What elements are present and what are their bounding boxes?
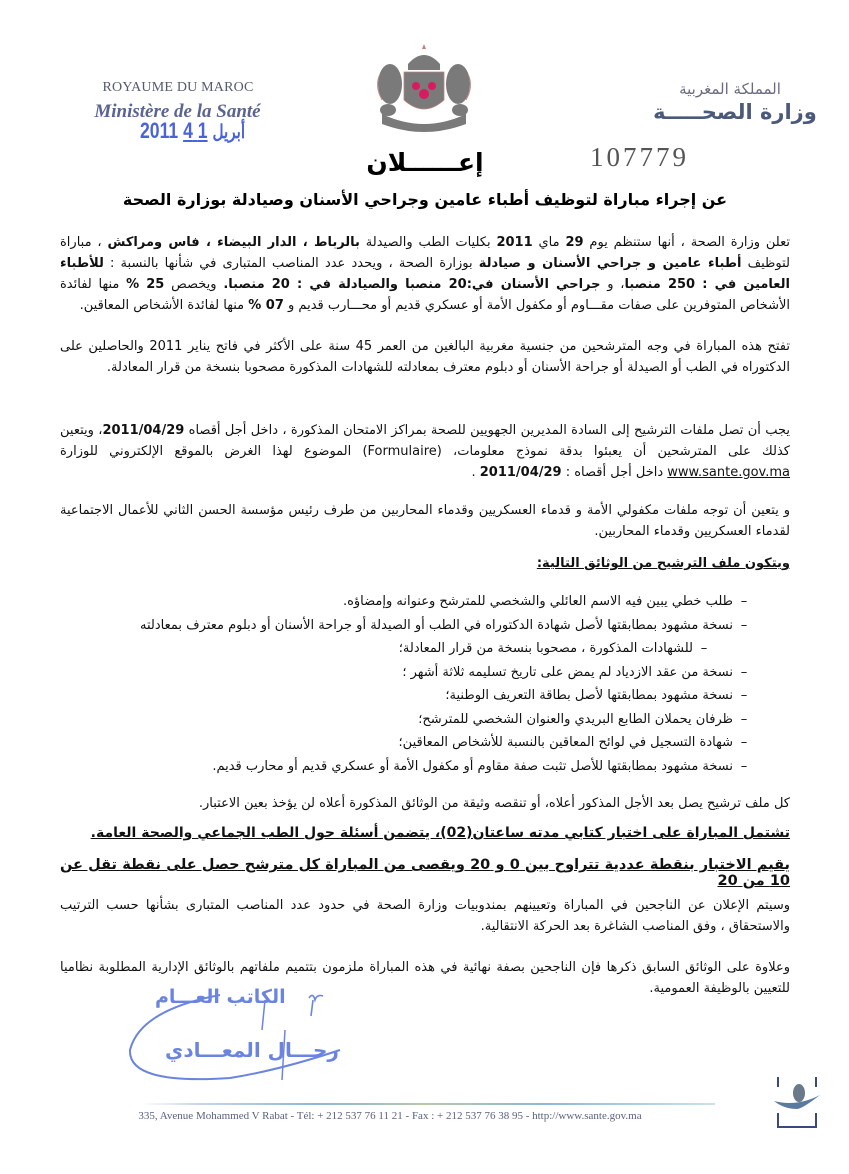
form-label: (Formulaire) xyxy=(362,444,442,459)
list-item: –للشهادات المذكورة ، مصحوبا بنسخة من قرار المعادلة؛ xyxy=(60,637,755,661)
dash-bullet: – xyxy=(740,711,748,727)
exam-day: 29 xyxy=(565,235,584,250)
country-name-ar: المملكة المغربية xyxy=(679,80,781,98)
list-item: –نسخة مشهود بمطابقتها لأصل شهادة الدكتوراه في الطب أو الصيدلة أو جراحة الأسنان أو دبلوم معترف بمعادلته xyxy=(60,614,755,638)
list-item: –شهادة التسجيل في لوائح المعاقين بالنسبة للأشخاص المعاقين؛ xyxy=(60,731,755,755)
dash-bullet: – xyxy=(740,735,748,750)
page-title: إعــــــلان xyxy=(366,148,484,177)
footer-address: 335, Avenue Mohammed V Rabat - Tél: + 212 537 76 11 21 - Fax : + 212 537 76 38 95 - http://www.sante.gov.ma xyxy=(138,1110,642,1122)
online-deadline-date: 2011/04/29 xyxy=(479,465,562,480)
ministry-logo-icon xyxy=(772,1075,822,1130)
reference-number: 107779 xyxy=(590,142,689,172)
dentist-pharmacist-positions: جراحي الأسنان في:20 منصبا والصيادلة في : 20 منصبا. xyxy=(223,277,601,292)
paragraph-veterans: و يتعين أن توجه ملفات مكفولي الأمة و قدماء العسكريين وقدماء المحاربين من طرف رئيس مؤسسة الحسن الثاني للأعمال الاجتماعية لقدماء العسكريين وقدماء المحاربين. xyxy=(60,503,790,539)
documents-list xyxy=(60,590,755,778)
list-item: –نسخة مشهود بمطابقتها للأصل تثبت صفة مقاوم أو مكفول الأمة أو عسكري قديم أو محارب قديم. xyxy=(60,755,755,779)
dash-bullet: – xyxy=(740,758,748,774)
ministry-name-fr: Ministère de la Santé xyxy=(94,101,261,122)
coat-of-arms-icon xyxy=(368,42,480,138)
grading-rule: يقيم الاختبار بنقطة عددية تتراوح بين 0 و 20 ويقصى من المباراة كل مترشح حصل على نقطة تقل عن 10 من 20 xyxy=(60,857,790,889)
quota-disabled: 07 % xyxy=(248,298,284,313)
date-stamp-month: أبريل xyxy=(212,122,246,143)
paragraph-late-files: كل ملف ترشيح يصل بعد الأجل المذكور أعلاه، أو تنقصه وثيقة من الوثائق المذكورة أعلاه لن يؤخذ بعين الاعتبار. xyxy=(198,796,790,811)
country-name-fr: ROYAUME DU MAROC xyxy=(102,80,254,95)
paragraph-eligibility: تفتح هذه المباراة في وجه المترشحين من جنسية مغربية البالغين من العمر 45 سنة على الأكثر في فاتح يناير 2011 والحاصلين على الدكتوراه في الطب أو الصيدلة أو جراحة الأسنان أو دبلوم معترف بمعادلته للشهادات المذكورة مصحوبا بنسخة من قرار المعادلة. xyxy=(60,339,790,375)
dash-bullet: – xyxy=(700,641,708,656)
list-item: –نسخة من عقد الازدياد لم يمض على تاريخ تسليمه ثلاثة أشهر ؛ xyxy=(60,661,755,685)
paragraph-announcement: تعلن وزارة الصحة ، أنها ستنظم يوم 29 ماي 2011 بكليات الطب والصيدلة بالرباط ، الدار البيضاء ، فاس ومراكش ، مباراة لتوظيف أطباء عامين و جراحي الأسنان و صيادلة بوزارة الصحة ، ويحدد عدد المناصب المتبارى في شأنها بالنسبة : للأطباء العامين في : 250 منصبا، و جراحي الأسنان في:20 منصبا والصيادلة في : 20 منصبا. ويخصص 25 % منها لفائدة الأشخاص المتوفرين على صفات مقـــاوم أو مكفول الأمة أو عسكري قديم أو محـــارب قديم و 07 % منها لفائدة الأشخاص المعاقين. xyxy=(60,235,790,313)
date-stamp xyxy=(140,118,245,144)
date-stamp-day: 1 4 xyxy=(183,118,208,143)
list-item: –نسخة مشهود بمطابقتها لأصل بطاقة التعريف الوطنية؛ xyxy=(60,684,755,708)
footer-divider xyxy=(140,1103,715,1105)
initials-mark-icon xyxy=(305,990,327,1018)
paragraph-additional-docs: وعلاوة على الوثائق السابق ذكرها فإن الناجحين بصفة نهائية في هذه المباراة ملزمون بتتميم ملفاتهم بالوثائق الإدارية المطلوبة نظاميا للتعيين بالوظيفة العمومية. xyxy=(60,960,790,996)
positions: أطباء عامين و جراحي الأسنان و صيادلة xyxy=(478,256,742,271)
signatory-title: الكاتب العـــام xyxy=(155,986,286,1008)
quota-veterans: 25 % xyxy=(126,277,165,292)
ministry-name-ar: وزارة الصحـــــة xyxy=(653,100,817,124)
signatory-name: رحـــال المعـــادي xyxy=(165,1038,339,1062)
website-link[interactable]: www.sante.gov.ma xyxy=(667,465,790,480)
paragraph-results: وسيتم الإعلان عن الناجحين في المباراة وتعيينهم بمندوبيات وزارة الصحة في حدود عدد المناصب المتبارى بشأنها حسب الترتيب والاستحقاق ، وفق المناصب الشاغرة بعد الحركة الانتقالية. xyxy=(60,898,790,934)
dash-bullet: – xyxy=(740,664,748,680)
date-stamp-year: 2011 xyxy=(140,118,179,143)
exam-description: تشتمل المباراة على اختبار كتابي مدته ساعتان(02)، يتضمن أسئلة حول الطب الجماعي والصحة العامة. xyxy=(90,825,790,841)
list-item: –طلب خطي يبين فيه الاسم العائلي والشخصي للمترشح وعنوانه وإمضاؤه. xyxy=(60,590,755,614)
documents-heading: ويتكون ملف الترشيح من الوثائق التالية: xyxy=(536,556,790,571)
page-subtitle: عن إجراء مباراة لتوظيف أطباء عامين وجراحي الأسنان وصيادلة بوزارة الصحة xyxy=(122,190,728,209)
exam-cities: بالرباط ، الدار البيضاء ، فاس ومراكش xyxy=(107,235,360,250)
dash-bullet: – xyxy=(740,617,748,633)
list-item: –ظرفان يحملان الطابع البريدي والعنوان الشخصي للمترشح؛ xyxy=(60,708,755,732)
dash-bullet: – xyxy=(740,594,748,609)
exam-year: 2011 xyxy=(496,235,533,250)
dash-bullet: – xyxy=(740,688,748,703)
gp-positions: للأطباء العامين في : 250 منصبا xyxy=(60,256,790,292)
deadline-date: 2011/04/29 xyxy=(102,423,185,438)
paragraph-submission: يجب أن تصل ملفات الترشيح إلى السادة المديرين الجهويين للصحة بمراكز الامتحان المذكورة ، داخل أجل أقصاه 2011/04/29، ويتعين كذلك على المترشحين أن يعبئوا بدقة نموذج معلومات، (Formulaire) الموضوع لهذا الغرض بالموقع الإلكتروني للوزارة www.sante.gov.ma داخل أجل أقصاه : 2011/04/29 . xyxy=(60,423,790,480)
